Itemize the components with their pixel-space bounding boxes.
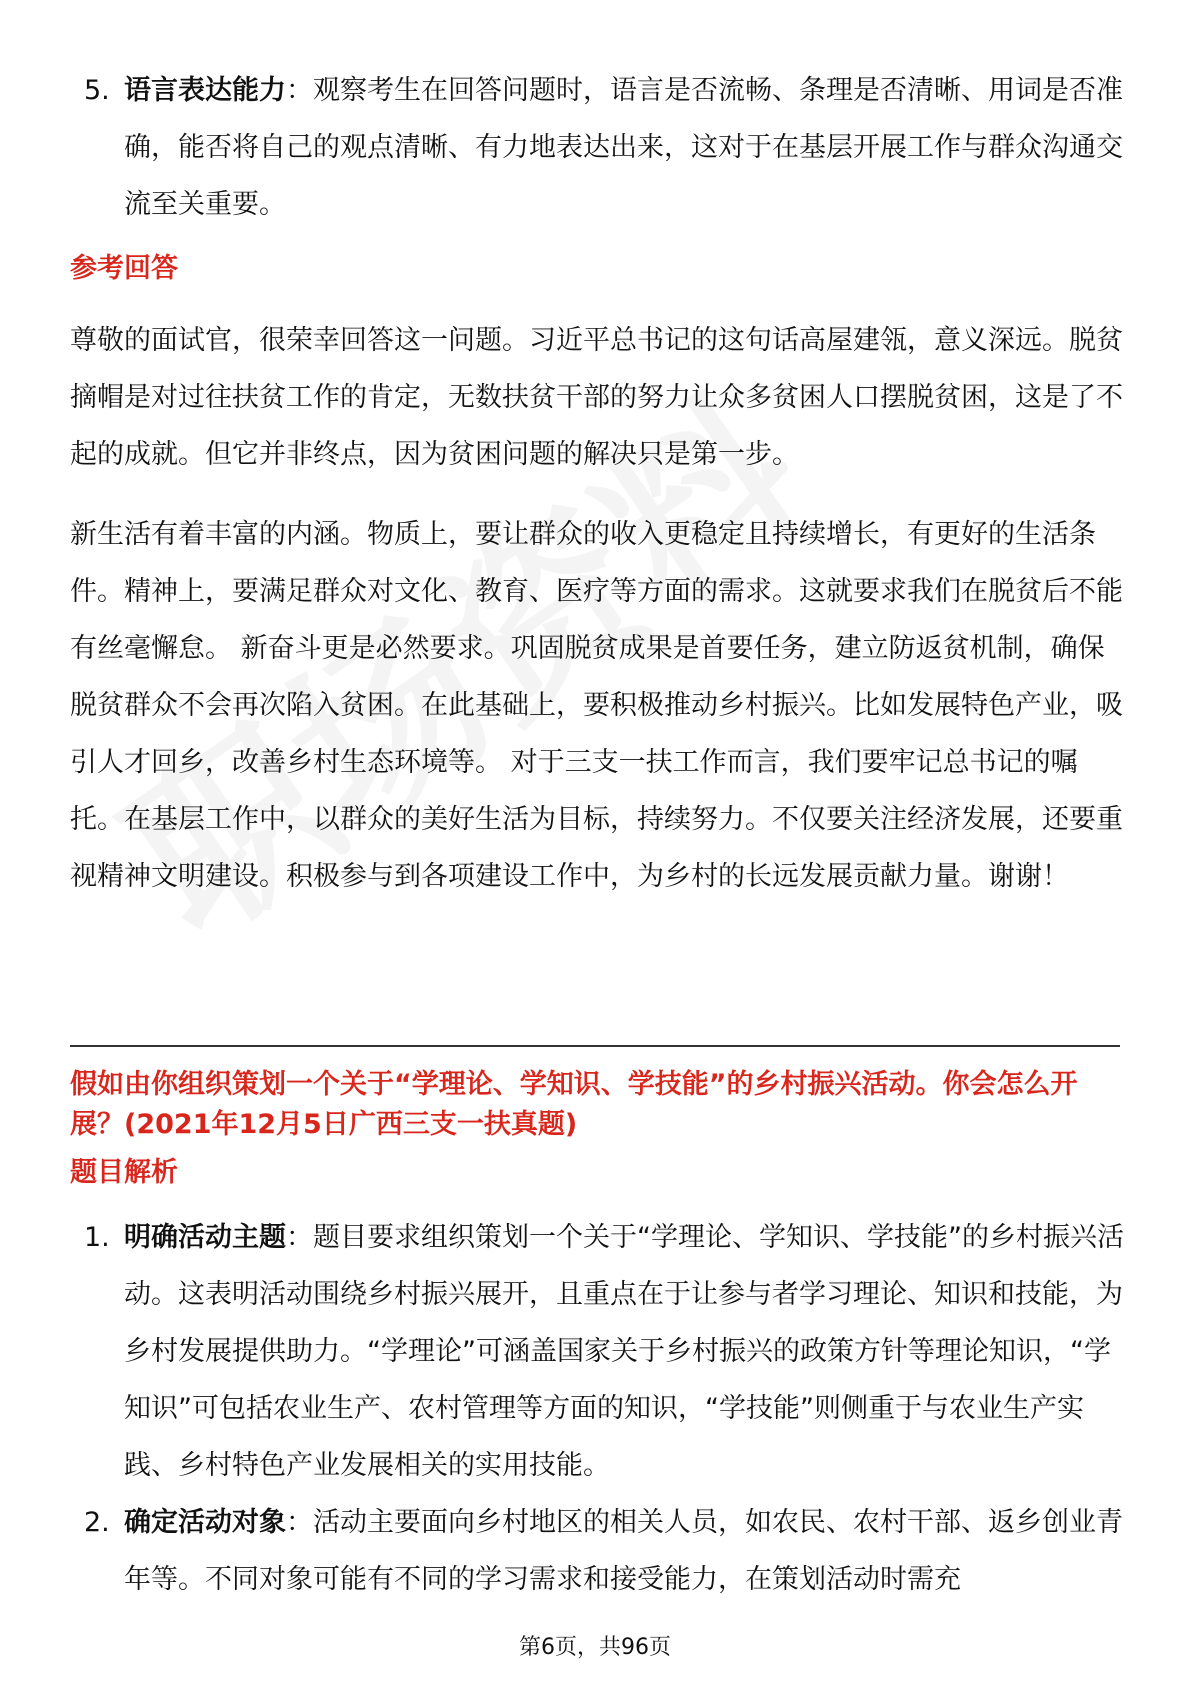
list-item [70, 1494, 1130, 1608]
analysis-heading: 题目解析 [70, 1157, 178, 1188]
page-content [70, 62, 1130, 905]
list-item-label: 语言表达能力 [124, 75, 286, 106]
list-item [70, 62, 1130, 233]
page-number: 第6页，共96页 [519, 1635, 671, 1660]
list-item-number: 5. [84, 75, 110, 106]
answer-paragraph: 尊敬的面试官，很荣幸回答这一问题。习近平总书记的这句话高屋建瓴，意义深远。脱贫摘帽是对过往扶贫工作的肯定，无数扶贫干部的努力让众多贫困人口摆脱贫困，这是了不起的成就。但它并非终点，因为贫困问题的解决只是第一步。 [70, 325, 1123, 470]
list-item-number: 2. [84, 1507, 110, 1538]
section-divider [70, 1045, 1120, 1047]
list-item-label: 确定活动对象 [124, 1507, 286, 1538]
question-section [70, 1065, 1130, 1608]
answer-paragraph: 新生活有着丰富的内涵。物质上，要让群众的收入更稳定且持续增长，有更好的生活条件。精神上，要满足群众对文化、教育、医疗等方面的需求。这就要求我们在脱贫后不能有丝毫懈怠。 新奋斗更是必然要求。巩固脱贫成果是首要任务，建立防返贫机制，确保脱贫群众不会再次陷入贫困。在此基础上，要积极推动乡村振兴。比如发展特色产业，吸引人才回乡，改善乡村生态环境等。 对于三支一扶工作而言，我们要牢记总书记的嘱托。在基层工作中，以群众的美好生活为目标，持续努力。不仅要关注经济发展，还要重视精神文明建设。积极参与到各项建设工作中，为乡村的长远发展贡献力量。谢谢！ [70, 519, 1123, 892]
list-item-text: ：题目要求组织策划一个关于“学理论、学知识、学技能”的乡村振兴活动。这表明活动围绕乡村振兴展开，且重点在于让参与者学习理论、知识和技能，为乡村发展提供助力。“学理论”可涵盖国家关于乡村振兴的政策方针等理论知识，“学知识”可包括农业生产、农村管理等方面的知识，“学技能”则侧重于与农业生产实践、乡村特色产业发展相关的实用技能。 [124, 1222, 1124, 1481]
question-title: 假如由你组织策划一个关于“学理论、学知识、学技能”的乡村振兴活动。你会怎么开展？(2021年12月5日广西三支一扶真题) [70, 1069, 1078, 1140]
list-item-number: 1. [84, 1222, 110, 1253]
answer-heading: 参考回答 [70, 253, 178, 284]
list-item-text: ：活动主要面向乡村地区的相关人员，如农民、农村干部、返乡创业青年等。不同对象可能有不同的学习需求和接受能力，在策划活动时需充 [124, 1507, 1123, 1595]
analysis-list [70, 1209, 1130, 1608]
list-item [70, 1209, 1130, 1494]
list-item-label: 明确活动主题 [124, 1222, 286, 1253]
criteria-list [70, 62, 1130, 233]
list-item-text: ：观察考生在回答问题时，语言是否流畅、条理是否清晰、用词是否准确，能否将自己的观点清晰、有力地表达出来，这对于在基层开展工作与群众沟通交流至关重要。 [124, 75, 1123, 220]
